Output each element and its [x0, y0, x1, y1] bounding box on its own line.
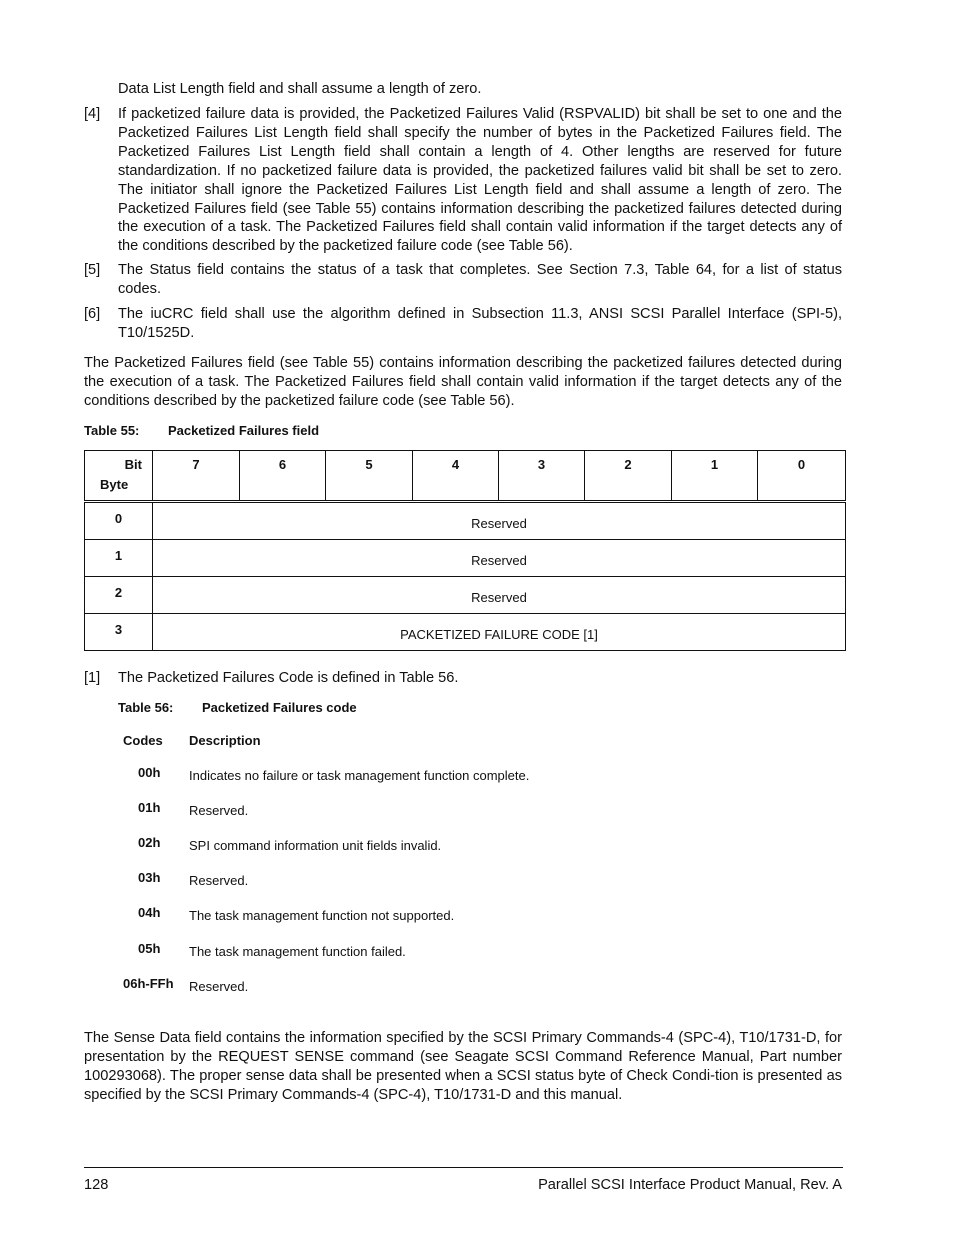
code-description: SPI command information unit fields invalid.: [189, 838, 442, 853]
field-cell: Reserved: [153, 540, 846, 577]
code-description: Indicates no failure or task management function complete.: [189, 768, 530, 783]
bit-header: 2: [585, 451, 672, 502]
table-55-caption: [84, 423, 319, 439]
paragraph-packetized-failures: The Packetized Failures field (see Table 55) contains information describing the packetized failures detected during the execution of a task. The Packetized Failures field shall contain valid information if the target detects any of the conditions described by the packetized failure code (see Table 56).: [84, 355, 842, 409]
paragraph-sense-data: The Sense Data field contains the information specified by the SCSI Primary Commands-4 (SPC-4), T10/1731-D, for presentation by the REQUEST SENSE command (see Seagate SCSI Command Reference Manual, Part number 100293068). The proper sense data shall be presented when a SCSI status byte of Check Condi-tion is presented as specified by the SCSI Primary Commands-4 (SPC-4), T10/1731-D and this manual.: [84, 1030, 842, 1103]
bit-header: 7: [153, 451, 240, 502]
field-cell: Reserved: [153, 502, 846, 540]
bit-header: 6: [240, 451, 326, 502]
table-title: Packetized Failures field: [168, 423, 320, 438]
bit-byte-header: [85, 451, 153, 502]
table-label: Table 56:: [118, 700, 174, 715]
codes-column-header: Codes: [123, 733, 163, 748]
byte-number: 2: [85, 577, 153, 614]
note-number: [6]: [84, 306, 101, 322]
code-value: 04h: [138, 905, 161, 920]
table-row: [85, 540, 846, 577]
code-value: 05h: [138, 941, 161, 956]
footnote-text: The Packetized Failures Code is defined in Table 56.: [118, 670, 459, 686]
byte-number: 0: [85, 502, 153, 540]
bit-header: 4: [413, 451, 499, 502]
note-text: If packetized failure data is provided, the Packetized Failures Valid (RSPVALID) bit shall be set to one and the Packetized Failures List Length field shall specify the number of bytes in the Packetized Failures field. The Packetized Failures List Length field shall contain a length of 4. Other lengths are reserved for future standardization. If no packetized failure data is provided, the packetized failures valid bit shall be set to zero. The initiator shall ignore the Packetized Failures List Length field and shall assume a length of zero. The Packetized Failures field (see Table 55) contains information describing the packetized failures detected during the execution of a task. The Packetized Failures field shall contain valid information if the target detects any of the conditions described by the packetized failure code (see Table 56).: [118, 106, 842, 255]
note-4: [84, 105, 842, 256]
code-description: Reserved.: [189, 979, 249, 994]
footer-divider: [84, 1167, 843, 1168]
code-description: Reserved.: [189, 803, 249, 818]
code-description: The task management function not supported.: [189, 908, 455, 923]
bit-header: 0: [758, 451, 846, 502]
table-title: Packetized Failures code: [202, 700, 357, 715]
note-text: The Status field contains the status of a task that completes. See Section 7.3, Table 64, for a list of status codes.: [118, 262, 842, 297]
note-text: The iuCRC field shall use the algorithm defined in Subsection 11.3, ANSI SCSI Parallel Interface (SPI-5), T10/1525D.: [118, 306, 842, 341]
note-number: [4]: [84, 106, 101, 122]
code-value: 03h: [138, 870, 161, 885]
table-label: Table 55:: [84, 423, 140, 438]
code-description: The task management function failed.: [189, 944, 406, 959]
bit-header: 1: [672, 451, 758, 502]
code-value: 06h-FFh: [123, 976, 174, 991]
note-5: [84, 261, 842, 299]
code-value: 00h: [138, 765, 161, 780]
packetized-failures-table: [84, 450, 846, 651]
continuation-text: Data List Length field and shall assume a length of zero.: [118, 81, 482, 97]
bit-header: 3: [499, 451, 585, 502]
field-cell: PACKETIZED FAILURE CODE [1]: [153, 614, 846, 651]
code-value: 02h: [138, 835, 161, 850]
page-number: 128: [84, 1177, 109, 1193]
code-description: Reserved.: [189, 873, 249, 888]
table-55-footnote: [84, 669, 842, 688]
byte-number: 3: [85, 614, 153, 651]
footnote-number: [1]: [84, 670, 101, 686]
description-column-header: Description: [189, 733, 261, 748]
byte-number: 1: [85, 540, 153, 577]
bit-header: 5: [326, 451, 413, 502]
note-number: [5]: [84, 262, 101, 278]
table-header-row: [85, 451, 846, 502]
table-row: [85, 502, 846, 540]
manual-title: Parallel SCSI Interface Product Manual, Rev. A: [538, 1177, 842, 1193]
table-row: [85, 577, 846, 614]
table-56-caption: [118, 700, 357, 716]
bit-label: Bit: [124, 457, 142, 472]
note-6: [84, 305, 842, 343]
code-value: 01h: [138, 800, 161, 815]
byte-label: Byte: [100, 477, 129, 492]
field-cell: Reserved: [153, 577, 846, 614]
table-row: [85, 614, 846, 651]
